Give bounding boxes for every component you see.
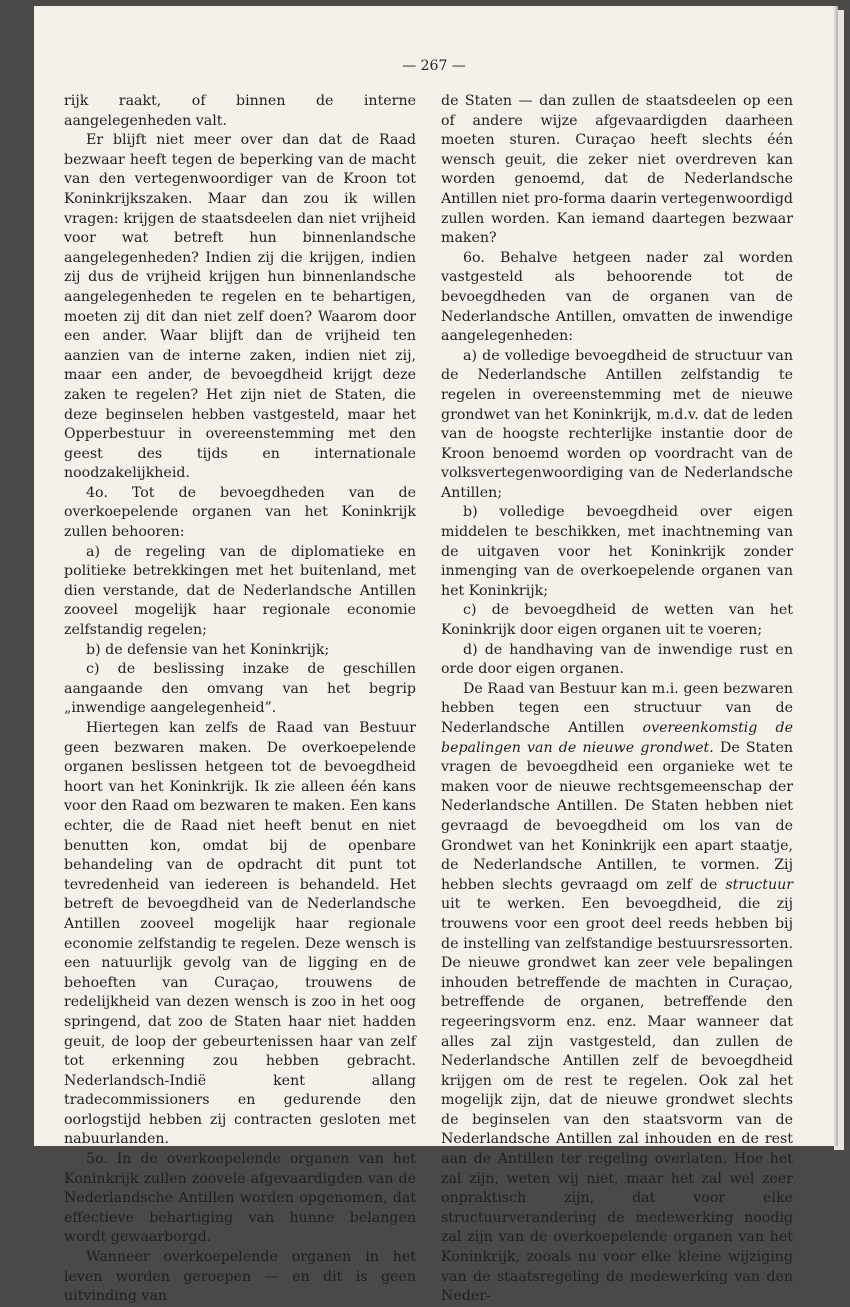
paragraph: de Staten — dan zullen de staatsdeelen op een of andere wijze afgevaardigden daarheen moeten sturen. Curaçao heeft slechts één wensch geuit, die zeker niet overdreven kan worden genoemd, dat de Nederlandsche Antillen niet pro-forma daarin vertegenwoordigd zullen worden. Kan iemand daartegen bezwaar maken?	[441, 93, 793, 247]
list-item: c) de bevoegdheid de wetten van het Koninkrijk door eigen organen uit te voeren;	[441, 602, 793, 639]
list-item: b) volledige bevoegdheid over eigen middelen te beschikken, met inachtneming van de uitgaven voor het Koninkrijk zonder inmenging van de overkoepelende organen van het Koninkrijk;	[441, 504, 793, 599]
paragraph: rijk raakt, of binnen de interne aangelegenheden valt.	[64, 93, 416, 129]
left-column	[64, 92, 416, 1307]
paragraph: 4o. Tot de bevoegdheden van de overkoepelende organen van het Koninkrijk zullen behooren:	[64, 484, 416, 541]
text-run: uit te werken. Een bevoegdheid, die zij trouwens voor een groot deel reeds hebben bij de instelling van zelfstandige bestuursressorten. De nieuwe grondwet kan zeer vele bepalingen inhouden betreffende de machten in Curaçao, betreffende de organen, betreffende den regeeringsvorm enz. enz. Maar wanneer dat alles zal zijn vastgesteld, dan zullen de Nederlandsche Antillen zelf de bevoegdheid krijgen om de rest te regelen. Ook zal het mogelijk zijn, dat de nieuwe grondwet slechts de beginselen van den staatsvorm van de Nederlandsche Antillen zal inhouden en de rest aan de Antillen ter regeling overlaten. Hoe het zal zijn, weten wij niet, maar het zal wel zeer onpraktisch zijn, dat voor elke structuurverandering de medewerking noodig zal zijn van de overkoepelende organen van het Koninkrijk, zooals nu voor elke kleine wijziging van de staatsregeling de medewerking van den Neder-	[441, 896, 793, 1305]
list-item: b) de defensie van het Koninkrijk;	[86, 641, 330, 658]
text-run: De Staten vragen de bevoegdheid een organieke wet te maken voor de nieuwe rechtsgemeenschap der Nederlandsche Antillen. De Staten hebben niet gevraagd de bevoegdheid om los van de Grondwet van het Koninkrijk een apart staatje, de Nederlandsche Antillen, te vormen. Zij hebben slechts gevraagd om zelf de	[441, 739, 793, 893]
paragraph: Er blijft niet meer over dan dat de Raad bezwaar heeft tegen de beperking van de macht van den vertegenwoordiger van de Kroon tot Koninkrijkszaken. Maar dan zou ik willen vragen: krijgen de staatsdeelen dan niet vrijheid voor wat betreft hun binnenlandsche aangelegenheden? Indien zij die krijgen, indien zij dus de vrijheid krijgen hun binnenlandsche aangelegenheden te regelen en te behartigen, moeten zij dit dan niet zelf doen? Waarom door een ander. Waar blijft dan de vrijheid ten aanzien van de interne zaken, indien niet zij, maar een ander, de bevoegdheid krijgt deze zaken te regelen? Het zijn niet de Staten, die deze beginselen hebben vastgesteld, maar het Opperbestuur in overeenstemming met den geest des tijds en internationale noodzakelijkheid.	[64, 132, 416, 482]
text-run: De Raad van Bestuur kan m.i. geen bezwaren hebben tegen een structuur van de Nederlandsche Antillen	[441, 680, 793, 736]
paragraph: Hiertegen kan zelfs de Raad van Bestuur geen bezwaren maken. De overkoepelende organen beslissen hetgeen tot de bevoegdheid hoort van het Koninkrijk. Ik zie alleen één kans voor den Raad om bezwaren te maken. Een kans echter, die de Raad niet heeft benut en niet benutten kon, omdat bij de openbare behandeling van de opdracht dit punt tot tevredenheid van iedereen is behandeld. Het betreft de bevoegdheid van de Nederlandsche Antillen zooveel mogelijk haar regionale economie zelfstandig te regelen. Deze wensch is een natuurlijk gevolg van de ligging en de behoeften van Curaçao, trouwens de redelijkheid van dezen wensch is zoo in het oog springend, dat zoo de Staten haar niet hadden geuit, de loop der gebeurtenissen haar van zelf tot erkenning zou hebben gebracht. Nederlandsch-Indië kent allang tradecommissioners en gedurende den oorlogstijd hebben zij contracten gesloten met nabuurlanden.	[64, 720, 416, 1148]
list-item: a) de regeling van de diplomatieke en politieke betrekkingen met het buitenland, met dien verstande, dat de Nederlandsche Antillen zooveel mogelijk haar regionale economie zelfstandig regelen;	[64, 543, 416, 639]
list-item: a) de volledige bevoegdheid de structuur van de Nederlandsche Antillen zelfstandig te regelen in overeenstemming met de nieuwe grondwet van het Koninkrijk, m.d.v. dat de leden van de hoogste rechterlijke instantie door de Kroon benoemd worden op voordracht van de volksvertegenwoordiging van de Nederlandsche Antillen;	[441, 347, 793, 501]
paragraph: 6o. Behalve hetgeen nader zal worden vastgesteld als behoorende tot de bevoegdheden van de organen van de Nederlandsche Antillen, omvatten de inwendige aangelegenheden:	[441, 249, 793, 345]
paragraph: Wanneer overkoepelende organen in het leven worden geroepen — en dit is geen uitvinding van	[64, 1249, 416, 1305]
page-edge	[834, 10, 844, 1150]
list-item: c) de beslissing inzake de geschillen aangaande den omvang van het begrip „inwendige aangelegenheid”.	[64, 661, 416, 717]
right-column	[441, 92, 793, 1307]
paragraph	[441, 680, 793, 1307]
list-item: d) de handhaving van de inwendige rust en orde door eigen organen.	[441, 641, 793, 678]
document-page	[34, 6, 834, 1305]
italic-run: overeenkomstig de bepalingen van de nieuwe grondwet.	[441, 720, 793, 756]
page-number: — 267 —	[402, 58, 466, 74]
paragraph: 5o. In de overkoepelende organen van het Koninkrijk zullen zoovele afgevaardigden van de Nederlandsche Antillen worden opgenomen, dat effectieve behartiging van hunne belangen wordt gewaarborgd.	[64, 1151, 416, 1246]
italic-run: structuur	[725, 876, 793, 893]
